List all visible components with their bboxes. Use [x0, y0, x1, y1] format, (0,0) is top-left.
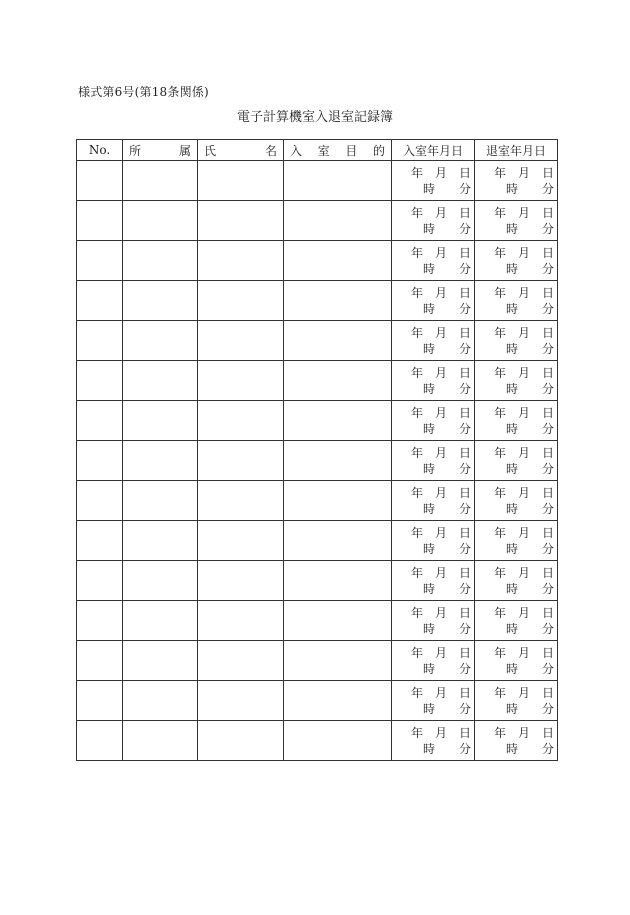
year-unit: 年 [411, 406, 424, 420]
affiliation-cell[interactable] [123, 601, 198, 641]
exit-datetime-cell[interactable] [475, 201, 558, 241]
no-cell[interactable] [77, 481, 123, 521]
day-unit: 日 [459, 286, 472, 300]
month-unit: 月 [518, 286, 531, 300]
day-unit: 日 [542, 486, 555, 500]
hour-unit: 時 [506, 182, 519, 196]
month-unit: 月 [435, 446, 448, 460]
month-unit: 月 [518, 686, 531, 700]
affiliation-cell[interactable] [123, 361, 198, 401]
table-row [77, 481, 558, 521]
affiliation-cell[interactable] [123, 401, 198, 441]
day-unit: 日 [542, 286, 555, 300]
entry-datetime-cell[interactable] [392, 641, 475, 681]
purpose-cell[interactable] [284, 361, 392, 401]
day-unit: 日 [459, 686, 472, 700]
entry-exit-log-table [76, 139, 558, 761]
entry-datetime-cell[interactable] [392, 201, 475, 241]
year-unit: 年 [494, 366, 507, 380]
day-unit: 日 [542, 566, 555, 580]
year-unit: 年 [494, 726, 507, 740]
no-cell[interactable] [77, 361, 123, 401]
day-unit: 日 [459, 206, 472, 220]
year-unit: 年 [494, 686, 507, 700]
minute-unit: 分 [542, 422, 555, 436]
day-unit: 日 [459, 246, 472, 260]
year-unit: 年 [494, 246, 507, 260]
column-header-affiliation: 所 属 [123, 140, 198, 161]
name-cell[interactable] [198, 201, 284, 241]
minute-unit: 分 [542, 542, 555, 556]
purpose-cell[interactable] [284, 561, 392, 601]
table-row [77, 201, 558, 241]
month-unit: 月 [435, 166, 448, 180]
hour-unit: 時 [506, 382, 519, 396]
column-header-name: 氏 名 [198, 140, 284, 161]
year-unit: 年 [494, 486, 507, 500]
year-unit: 年 [494, 606, 507, 620]
year-unit: 年 [494, 526, 507, 540]
minute-unit: 分 [542, 182, 555, 196]
no-cell[interactable] [77, 321, 123, 361]
name-cell[interactable] [198, 361, 284, 401]
entry-datetime-cell[interactable] [392, 361, 475, 401]
name-cell[interactable] [198, 481, 284, 521]
name-cell[interactable] [198, 161, 284, 201]
month-unit: 月 [435, 406, 448, 420]
purpose-cell[interactable] [284, 401, 392, 441]
hour-unit: 時 [506, 342, 519, 356]
day-unit: 日 [459, 526, 472, 540]
year-unit: 年 [411, 686, 424, 700]
month-unit: 月 [518, 486, 531, 500]
day-unit: 日 [542, 206, 555, 220]
hour-unit: 時 [506, 622, 519, 636]
minute-unit: 分 [459, 502, 472, 516]
hour-unit: 時 [423, 382, 436, 396]
minute-unit: 分 [542, 222, 555, 236]
minute-unit: 分 [542, 462, 555, 476]
no-cell[interactable] [77, 161, 123, 201]
month-unit: 月 [435, 526, 448, 540]
hour-unit: 時 [506, 262, 519, 276]
no-cell[interactable] [77, 601, 123, 641]
month-unit: 月 [435, 286, 448, 300]
day-unit: 日 [459, 166, 472, 180]
exit-datetime-cell[interactable] [475, 521, 558, 561]
month-unit: 月 [518, 326, 531, 340]
year-unit: 年 [494, 286, 507, 300]
hour-unit: 時 [506, 422, 519, 436]
exit-datetime-cell[interactable] [475, 681, 558, 721]
name-cell[interactable] [198, 721, 284, 761]
minute-unit: 分 [459, 662, 472, 676]
exit-datetime-cell[interactable] [475, 561, 558, 601]
year-unit: 年 [411, 246, 424, 260]
table-row [77, 161, 558, 201]
hour-unit: 時 [506, 222, 519, 236]
hour-unit: 時 [423, 622, 436, 636]
entry-datetime-cell[interactable] [392, 481, 475, 521]
table-header-row [77, 140, 558, 161]
month-unit: 月 [435, 246, 448, 260]
entry-datetime-cell[interactable] [392, 161, 475, 201]
column-header-no: No. [77, 140, 123, 161]
table-row [77, 561, 558, 601]
exit-datetime-cell[interactable] [475, 321, 558, 361]
form-number-label: 様式第6号(第18条関係) [78, 85, 209, 99]
month-unit: 月 [518, 406, 531, 420]
hour-unit: 時 [506, 662, 519, 676]
month-unit: 月 [518, 246, 531, 260]
month-unit: 月 [435, 326, 448, 340]
hour-unit: 時 [423, 702, 436, 716]
minute-unit: 分 [542, 742, 555, 756]
year-unit: 年 [411, 566, 424, 580]
month-unit: 月 [518, 646, 531, 660]
year-unit: 年 [494, 206, 507, 220]
day-unit: 日 [459, 326, 472, 340]
affiliation-cell[interactable] [123, 641, 198, 681]
minute-unit: 分 [459, 462, 472, 476]
entry-datetime-cell[interactable] [392, 601, 475, 641]
year-unit: 年 [411, 326, 424, 340]
month-unit: 月 [435, 726, 448, 740]
month-unit: 月 [518, 566, 531, 580]
exit-datetime-cell[interactable] [475, 641, 558, 681]
affiliation-cell[interactable] [123, 201, 198, 241]
purpose-cell[interactable] [284, 481, 392, 521]
year-unit: 年 [411, 446, 424, 460]
affiliation-cell[interactable] [123, 681, 198, 721]
day-unit: 日 [542, 246, 555, 260]
year-unit: 年 [411, 726, 424, 740]
year-unit: 年 [411, 286, 424, 300]
year-unit: 年 [494, 326, 507, 340]
hour-unit: 時 [423, 302, 436, 316]
affiliation-cell[interactable] [123, 241, 198, 281]
hour-unit: 時 [506, 582, 519, 596]
hour-unit: 時 [506, 702, 519, 716]
exit-datetime-cell[interactable] [475, 281, 558, 321]
day-unit: 日 [459, 446, 472, 460]
purpose-cell[interactable] [284, 441, 392, 481]
table-row [77, 441, 558, 481]
name-cell[interactable] [198, 561, 284, 601]
month-unit: 月 [435, 606, 448, 620]
table-row [77, 401, 558, 441]
day-unit: 日 [542, 646, 555, 660]
table-row [77, 281, 558, 321]
column-header-exit-datetime: 退室年月日 [475, 140, 558, 161]
purpose-cell[interactable] [284, 281, 392, 321]
purpose-cell[interactable] [284, 201, 392, 241]
hour-unit: 時 [423, 502, 436, 516]
hour-unit: 時 [506, 742, 519, 756]
purpose-cell[interactable] [284, 161, 392, 201]
no-cell[interactable] [77, 641, 123, 681]
minute-unit: 分 [459, 622, 472, 636]
minute-unit: 分 [459, 262, 472, 276]
year-unit: 年 [494, 446, 507, 460]
month-unit: 月 [518, 526, 531, 540]
month-unit: 月 [518, 166, 531, 180]
day-unit: 日 [459, 606, 472, 620]
purpose-cell[interactable] [284, 681, 392, 721]
year-unit: 年 [494, 646, 507, 660]
entry-datetime-cell[interactable] [392, 521, 475, 561]
entry-datetime-cell[interactable] [392, 441, 475, 481]
affiliation-cell[interactable] [123, 161, 198, 201]
minute-unit: 分 [542, 342, 555, 356]
month-unit: 月 [435, 646, 448, 660]
purpose-cell[interactable] [284, 521, 392, 561]
no-cell[interactable] [77, 401, 123, 441]
day-unit: 日 [542, 526, 555, 540]
hour-unit: 時 [423, 582, 436, 596]
name-cell[interactable] [198, 441, 284, 481]
year-unit: 年 [411, 606, 424, 620]
year-unit: 年 [494, 566, 507, 580]
month-unit: 月 [518, 726, 531, 740]
exit-datetime-cell[interactable] [475, 361, 558, 401]
day-unit: 日 [459, 406, 472, 420]
day-unit: 日 [459, 366, 472, 380]
minute-unit: 分 [459, 182, 472, 196]
minute-unit: 分 [542, 382, 555, 396]
day-unit: 日 [542, 166, 555, 180]
exit-datetime-cell[interactable] [475, 401, 558, 441]
no-cell[interactable] [77, 441, 123, 481]
minute-unit: 分 [542, 622, 555, 636]
month-unit: 月 [435, 366, 448, 380]
day-unit: 日 [542, 446, 555, 460]
month-unit: 月 [435, 686, 448, 700]
affiliation-cell[interactable] [123, 561, 198, 601]
year-unit: 年 [411, 526, 424, 540]
day-unit: 日 [542, 366, 555, 380]
year-unit: 年 [494, 406, 507, 420]
minute-unit: 分 [459, 542, 472, 556]
column-header-purpose: 入 室 目 的 [284, 140, 392, 161]
name-cell[interactable] [198, 681, 284, 721]
no-cell[interactable] [77, 521, 123, 561]
no-cell[interactable] [77, 241, 123, 281]
minute-unit: 分 [459, 582, 472, 596]
hour-unit: 時 [423, 262, 436, 276]
day-unit: 日 [459, 486, 472, 500]
table-row [77, 721, 558, 761]
minute-unit: 分 [459, 742, 472, 756]
table-row [77, 361, 558, 401]
affiliation-cell[interactable] [123, 481, 198, 521]
day-unit: 日 [542, 686, 555, 700]
month-unit: 月 [518, 366, 531, 380]
hour-unit: 時 [423, 422, 436, 436]
exit-datetime-cell[interactable] [475, 481, 558, 521]
minute-unit: 分 [542, 262, 555, 276]
month-unit: 月 [435, 486, 448, 500]
month-unit: 月 [518, 206, 531, 220]
minute-unit: 分 [542, 502, 555, 516]
name-cell[interactable] [198, 281, 284, 321]
entry-datetime-cell[interactable] [392, 401, 475, 441]
month-unit: 月 [518, 606, 531, 620]
day-unit: 日 [542, 406, 555, 420]
day-unit: 日 [459, 566, 472, 580]
year-unit: 年 [411, 486, 424, 500]
name-cell[interactable] [198, 321, 284, 361]
hour-unit: 時 [506, 542, 519, 556]
day-unit: 日 [542, 326, 555, 340]
no-cell[interactable] [77, 721, 123, 761]
table-row [77, 521, 558, 561]
hour-unit: 時 [506, 302, 519, 316]
hour-unit: 時 [423, 182, 436, 196]
year-unit: 年 [411, 366, 424, 380]
hour-unit: 時 [423, 342, 436, 356]
table-row [77, 681, 558, 721]
table-row [77, 641, 558, 681]
no-cell[interactable] [77, 281, 123, 321]
table-row [77, 241, 558, 281]
month-unit: 月 [518, 446, 531, 460]
no-cell[interactable] [77, 561, 123, 601]
year-unit: 年 [411, 646, 424, 660]
year-unit: 年 [411, 206, 424, 220]
minute-unit: 分 [459, 222, 472, 236]
no-cell[interactable] [77, 681, 123, 721]
minute-unit: 分 [542, 302, 555, 316]
hour-unit: 時 [423, 662, 436, 676]
name-cell[interactable] [198, 241, 284, 281]
day-unit: 日 [459, 726, 472, 740]
month-unit: 月 [435, 206, 448, 220]
minute-unit: 分 [459, 302, 472, 316]
no-cell[interactable] [77, 201, 123, 241]
day-unit: 日 [459, 646, 472, 660]
exit-datetime-cell[interactable] [475, 161, 558, 201]
exit-datetime-cell[interactable] [475, 241, 558, 281]
hour-unit: 時 [423, 222, 436, 236]
minute-unit: 分 [459, 342, 472, 356]
entry-datetime-cell[interactable] [392, 561, 475, 601]
minute-unit: 分 [542, 582, 555, 596]
purpose-cell[interactable] [284, 241, 392, 281]
minute-unit: 分 [459, 702, 472, 716]
entry-datetime-cell[interactable] [392, 241, 475, 281]
table-row [77, 601, 558, 641]
purpose-cell[interactable] [284, 721, 392, 761]
column-header-entry-datetime: 入室年月日 [392, 140, 475, 161]
name-cell[interactable] [198, 521, 284, 561]
year-unit: 年 [494, 166, 507, 180]
name-cell[interactable] [198, 601, 284, 641]
affiliation-cell[interactable] [123, 721, 198, 761]
entry-datetime-cell[interactable] [392, 281, 475, 321]
minute-unit: 分 [542, 662, 555, 676]
table-body [77, 161, 558, 761]
hour-unit: 時 [423, 542, 436, 556]
document-title: 電子計算機室入退室記録簿 [236, 110, 393, 125]
exit-datetime-cell[interactable] [475, 601, 558, 641]
minute-unit: 分 [459, 382, 472, 396]
name-cell[interactable] [198, 641, 284, 681]
hour-unit: 時 [506, 502, 519, 516]
entry-datetime-cell[interactable] [392, 321, 475, 361]
affiliation-cell[interactable] [123, 521, 198, 561]
day-unit: 日 [542, 726, 555, 740]
month-unit: 月 [435, 566, 448, 580]
hour-unit: 時 [506, 462, 519, 476]
entry-datetime-cell[interactable] [392, 681, 475, 721]
purpose-cell[interactable] [284, 601, 392, 641]
purpose-cell[interactable] [284, 321, 392, 361]
minute-unit: 分 [542, 702, 555, 716]
entry-datetime-cell[interactable] [392, 721, 475, 761]
hour-unit: 時 [423, 742, 436, 756]
exit-datetime-cell[interactable] [475, 721, 558, 761]
hour-unit: 時 [423, 462, 436, 476]
affiliation-cell[interactable] [123, 441, 198, 481]
year-unit: 年 [411, 166, 424, 180]
table-row [77, 321, 558, 361]
affiliation-cell[interactable] [123, 321, 198, 361]
purpose-cell[interactable] [284, 641, 392, 681]
affiliation-cell[interactable] [123, 281, 198, 321]
minute-unit: 分 [459, 422, 472, 436]
name-cell[interactable] [198, 401, 284, 441]
exit-datetime-cell[interactable] [475, 441, 558, 481]
day-unit: 日 [542, 606, 555, 620]
